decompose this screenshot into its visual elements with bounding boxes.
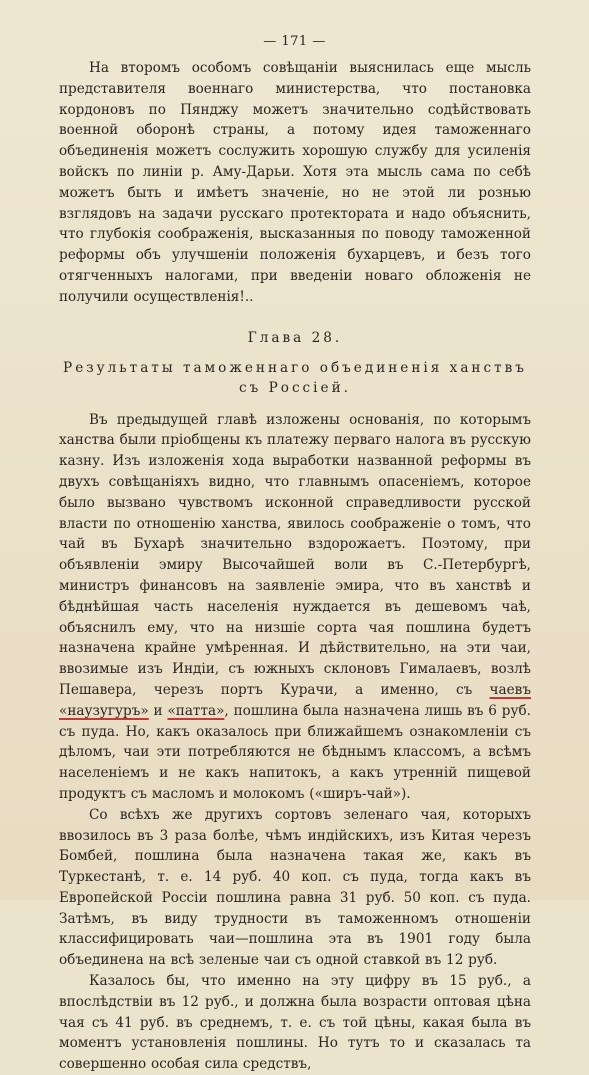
chapter-title-line-2: съ Россіей. xyxy=(239,379,351,396)
chapter-title xyxy=(59,358,531,398)
underlined-tea-name-1: чаевъ «наузугуръ» xyxy=(59,681,531,719)
paragraph-2 xyxy=(59,410,531,805)
paragraph-2-between: и xyxy=(148,702,168,719)
paragraph-2-part-1: Въ предыдущей главѣ изложены основанія, по которымъ ханства были пріобщены къ платежу перваго налога въ русскую казну. Изъ изложенія хода выработки названной реформы въ двухъ совѣщаніяхъ видно, что главнымъ опасеніемъ, которое было вызвано чувствомъ исконной справедливости русской власти по отношенію ханства, явилось соображеніе о томъ, что чай въ Бухарѣ значительно вздорожаетъ. Поэтому, при объявленіи эмиру Высочайшей воли въ С.-Петербургѣ, министръ финансовъ на заявленіе эмира, что въ ханствѣ и бѣднѣйшая часть населенія нуждается въ дешевомъ чаѣ, объяснилъ ему, что на низшіе сорта чая пошлина будетъ назначена крайне умѣренная. И дѣйствительно, на эти чаи, ввозимые изъ Индіи, съ южныхъ склоновъ Гималаевъ, возлѣ Пешавера, черезъ портъ Курачи, а именно, съ xyxy=(59,411,531,698)
paragraph-3: Со всѣхъ же другихъ сортовъ зеленаго чая, которыхъ ввозилось въ 3 раза болѣе, чѣмъ индійскихъ, изъ Китая черезъ Бомбей, пошлина была назначена такая же, какъ въ Туркестанѣ, т. е. 14 руб. 40 коп. съ пуда, тогда какъ въ Европейской Россіи пошлина равна 31 руб. 50 коп. съ пуда. Затѣмъ, въ виду трудности въ таможенномъ отношеніи классифицировать чаи—пошлина эта въ 1901 году была объединена на всѣ зеленые чаи съ одной ставкой въ 12 руб. xyxy=(59,806,531,969)
chapter-title-line-1: Результаты таможеннаго объединенія ханствъ xyxy=(63,359,527,376)
page-body xyxy=(59,58,531,1075)
paragraph-4: Казалось бы, что именно на эту цифру въ 15 руб., а впослѣдствіи въ 12 руб., и должна была возрасти оптовая цѣна чая съ 41 руб. въ среднемъ, т. е. съ той цѣны, какая была въ моментъ установленія пошлины. Но тутъ то и сказалась та совершенно особая сила средствъ, xyxy=(59,973,531,1073)
underlined-tea-name-2: «патта» xyxy=(167,702,225,719)
paragraph-2-part-2: , пошлина была назначена лишь въ 6 руб. съ пуда. Но, какъ оказалось при ближайшемъ ознакомленіи съ дѣломъ, чаи эти потребляются не бѣднымъ классомъ, а всѣмъ населеніемъ и не какъ напитокъ, а какъ утренній пищевой продуктъ съ масломъ и молокомъ («ширъ-чай»). xyxy=(59,702,531,802)
page-number: — 171 — xyxy=(263,34,326,49)
paragraph-1: На второмъ особомъ совѣщаніи выяснилась еще мысль представителя военнаго министерства, что постановка кордоновъ по Пянджу можетъ значительно содѣйствовать военной оборонѣ страны, а потому идея таможеннаго объединенія можетъ сослужить хорошую службу для усиленія войскъ по линіи р. Аму-Дарьи. Хотя эта мысль сама по себѣ можетъ быть и имѣетъ значеніе, но не этой ли рознью взглядовъ на задачи русскаго протектората и надо объяснить, что глубокія соображенія, высказанныя по поводу таможенной реформы объ улучшеніи положенія бухарцевъ, и безъ того отягченныхъ налогами, при введеніи новаго обложенія не получили осуществленія!.. xyxy=(59,60,531,305)
chapter-heading: Глава 28. xyxy=(247,329,343,346)
